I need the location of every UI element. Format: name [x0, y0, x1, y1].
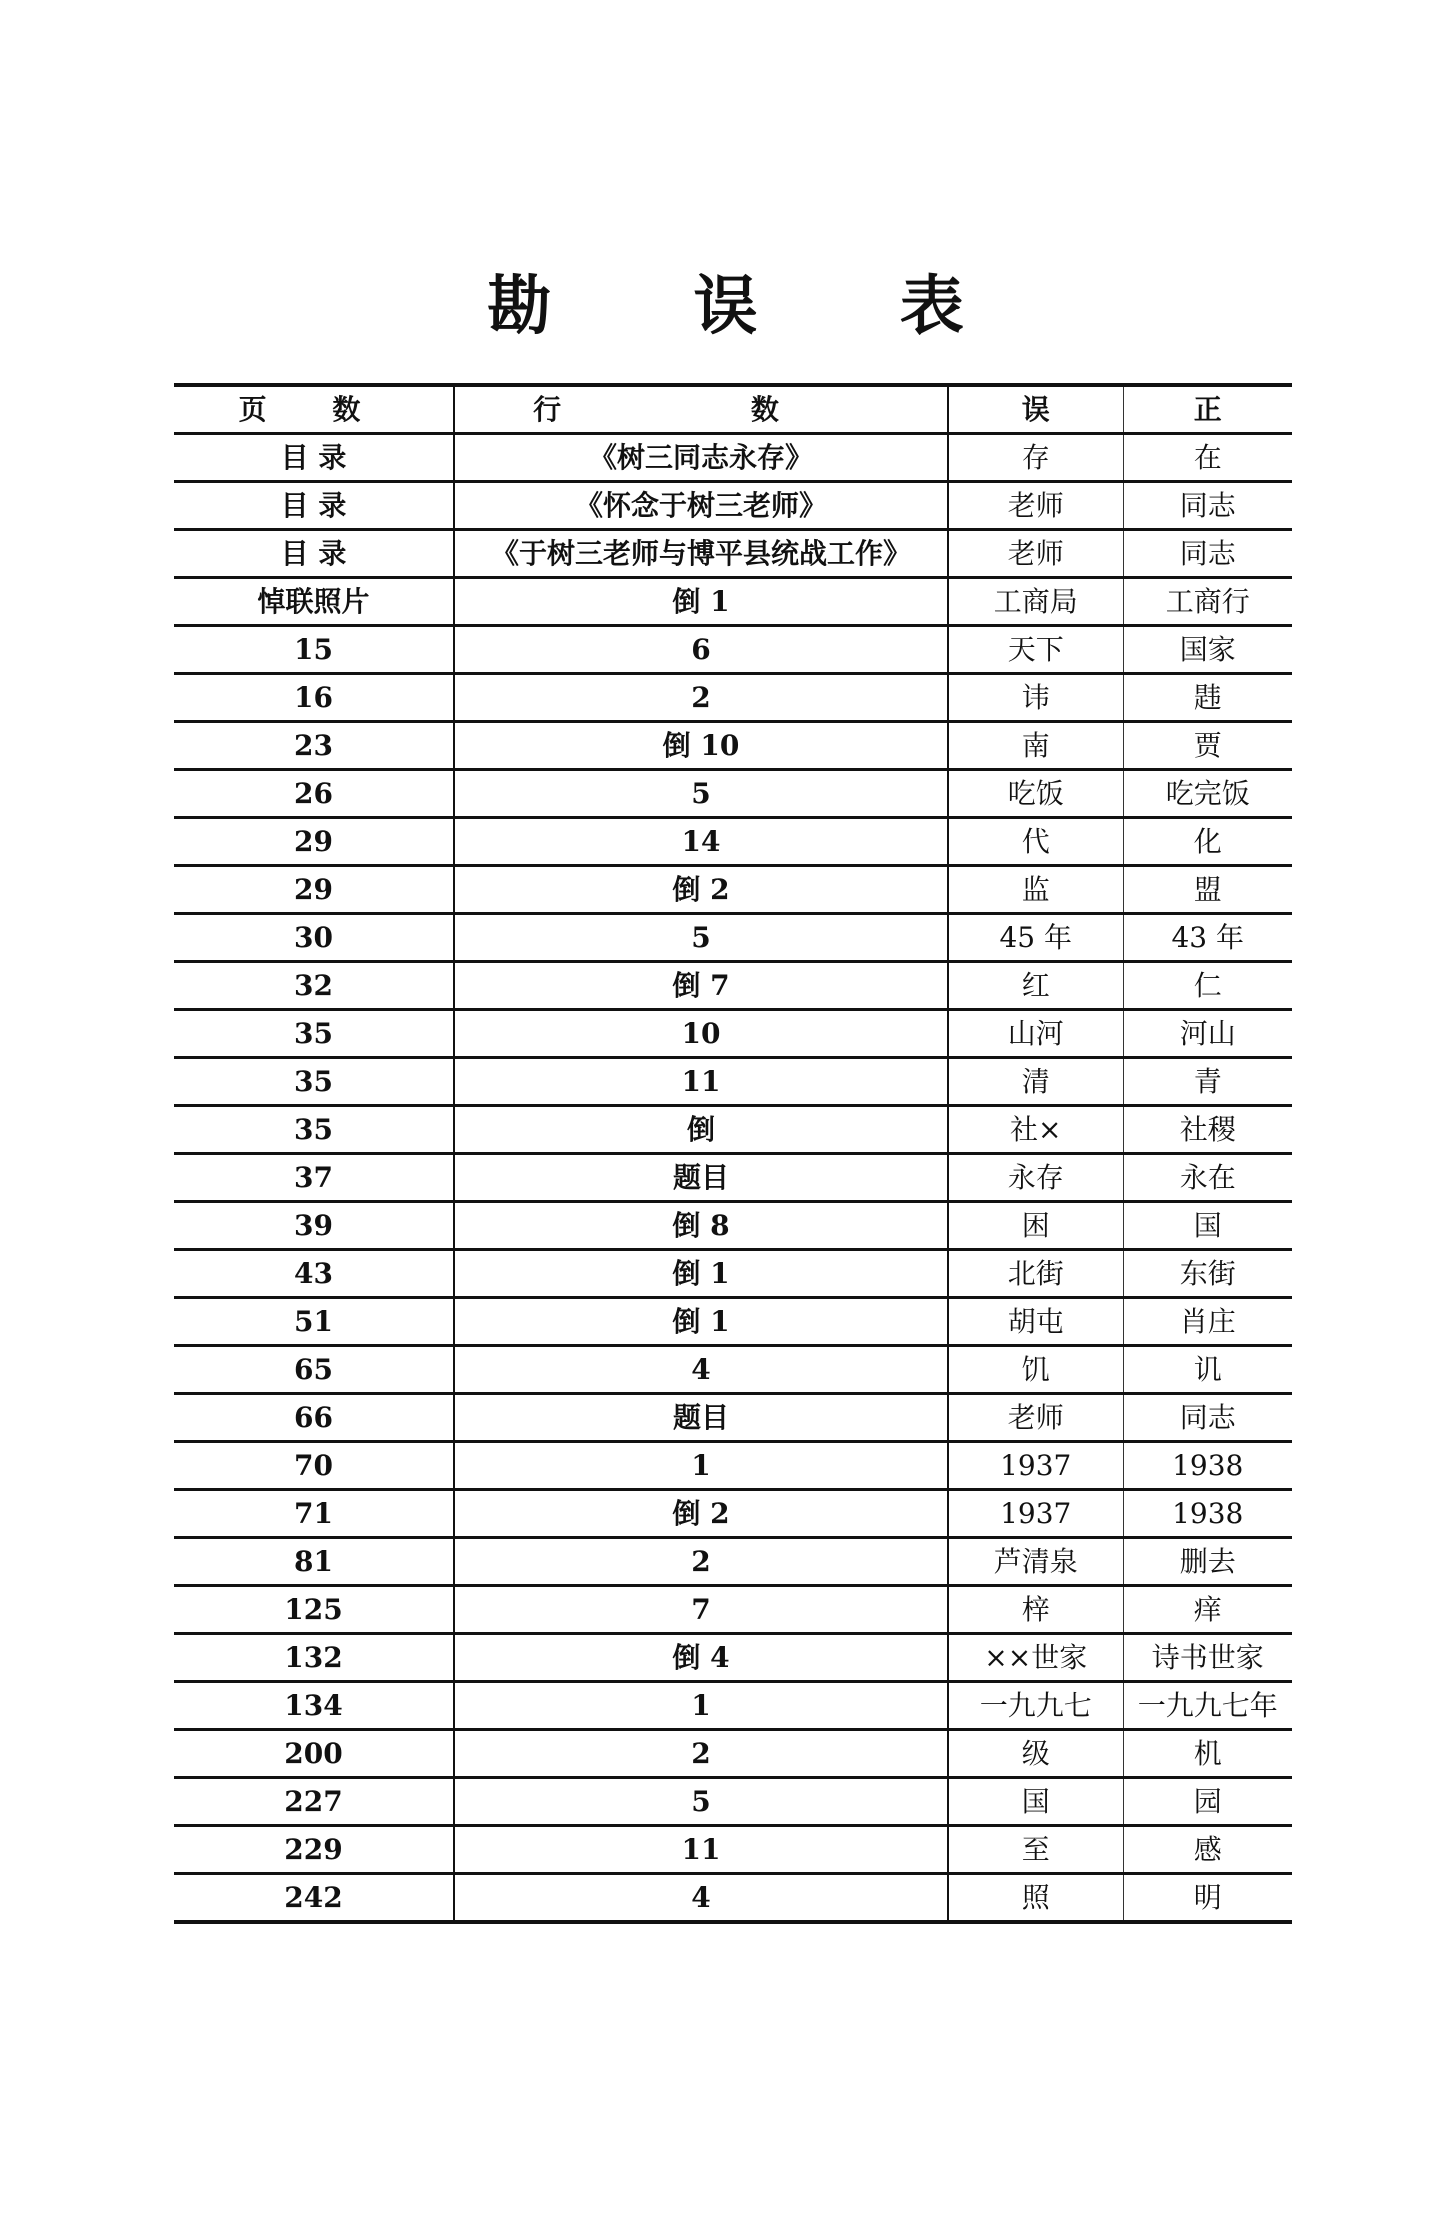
cell-correct: 永在	[1123, 1154, 1292, 1202]
cell-line: 倒 8	[454, 1202, 948, 1250]
cell-line: 5	[454, 770, 948, 818]
cell-correct: 国	[1123, 1202, 1292, 1250]
errata-body	[174, 385, 1292, 1922]
cell-line: 11	[454, 1058, 948, 1106]
cell-wrong: 红	[948, 962, 1123, 1010]
cell-wrong: 吃饭	[948, 770, 1123, 818]
errata-table	[174, 383, 1292, 1924]
cell-page: 51	[174, 1298, 454, 1346]
cell-line: 2	[454, 674, 948, 722]
cell-correct: 删去	[1123, 1538, 1292, 1586]
cell-wrong: 南	[948, 722, 1123, 770]
table-row	[174, 1346, 1292, 1394]
cell-correct: 43 年	[1123, 914, 1292, 962]
cell-correct: 河山	[1123, 1010, 1292, 1058]
table-row	[174, 1298, 1292, 1346]
cell-wrong: 至	[948, 1826, 1123, 1874]
table-row	[174, 1010, 1292, 1058]
table-row	[174, 1490, 1292, 1538]
cell-wrong: 1937	[948, 1490, 1123, 1538]
table-row	[174, 530, 1292, 578]
cell-line: 2	[454, 1730, 948, 1778]
table-row	[174, 1634, 1292, 1682]
cell-correct: 诗书世家	[1123, 1634, 1292, 1682]
cell-line: 倒 10	[454, 722, 948, 770]
cell-page: 81	[174, 1538, 454, 1586]
table-row	[174, 434, 1292, 482]
cell-wrong: 饥	[948, 1346, 1123, 1394]
cell-correct: 韪	[1123, 674, 1292, 722]
cell-wrong: 清	[948, 1058, 1123, 1106]
table-row	[174, 818, 1292, 866]
cell-page: 200	[174, 1730, 454, 1778]
cell-line: 1	[454, 1682, 948, 1730]
cell-wrong: 代	[948, 818, 1123, 866]
cell-wrong: 照	[948, 1874, 1123, 1923]
cell-correct: 仁	[1123, 962, 1292, 1010]
cell-line: 14	[454, 818, 948, 866]
table-row	[174, 626, 1292, 674]
table-row	[174, 1202, 1292, 1250]
cell-wrong: ××世家	[948, 1634, 1123, 1682]
cell-line: 倒 7	[454, 962, 948, 1010]
cell-wrong: 梓	[948, 1586, 1123, 1634]
cell-correct: 吃完饭	[1123, 770, 1292, 818]
cell-page: 71	[174, 1490, 454, 1538]
table-row	[174, 1154, 1292, 1202]
header-line: 行 数	[454, 385, 948, 434]
cell-wrong: 级	[948, 1730, 1123, 1778]
cell-wrong: 存	[948, 434, 1123, 482]
cell-wrong: 北街	[948, 1250, 1123, 1298]
table-row	[174, 866, 1292, 914]
cell-wrong: 国	[948, 1778, 1123, 1826]
cell-line: 5	[454, 914, 948, 962]
cell-line: 倒 1	[454, 578, 948, 626]
cell-line: 10	[454, 1010, 948, 1058]
cell-correct: 化	[1123, 818, 1292, 866]
cell-line: 《于树三老师与博平县统战工作》	[454, 530, 948, 578]
cell-line: 倒 1	[454, 1298, 948, 1346]
table-row	[174, 1106, 1292, 1154]
cell-correct: 感	[1123, 1826, 1292, 1874]
cell-page: 29	[174, 866, 454, 914]
cell-wrong: 工商局	[948, 578, 1123, 626]
cell-page: 65	[174, 1346, 454, 1394]
cell-wrong: 老师	[948, 1394, 1123, 1442]
cell-correct: 贾	[1123, 722, 1292, 770]
table-row	[174, 1682, 1292, 1730]
cell-page: 30	[174, 914, 454, 962]
header-correct: 正	[1123, 385, 1292, 434]
cell-wrong: 一九九七	[948, 1682, 1123, 1730]
cell-correct: 社稷	[1123, 1106, 1292, 1154]
cell-wrong: 老师	[948, 482, 1123, 530]
table-row	[174, 1826, 1292, 1874]
cell-line: 倒	[454, 1106, 948, 1154]
cell-page: 229	[174, 1826, 454, 1874]
cell-page: 125	[174, 1586, 454, 1634]
cell-page: 目 录	[174, 434, 454, 482]
cell-correct: 同志	[1123, 1394, 1292, 1442]
cell-line: 《怀念于树三老师》	[454, 482, 948, 530]
cell-page: 目 录	[174, 482, 454, 530]
cell-correct: 1938	[1123, 1490, 1292, 1538]
cell-correct: 痒	[1123, 1586, 1292, 1634]
cell-wrong: 讳	[948, 674, 1123, 722]
cell-line: 倒 1	[454, 1250, 948, 1298]
cell-page: 29	[174, 818, 454, 866]
cell-page: 66	[174, 1394, 454, 1442]
cell-line: 倒 2	[454, 1490, 948, 1538]
table-row	[174, 722, 1292, 770]
cell-line: 题目	[454, 1154, 948, 1202]
header-row	[174, 385, 1292, 434]
table-row	[174, 578, 1292, 626]
cell-correct: 1938	[1123, 1442, 1292, 1490]
table-row	[174, 674, 1292, 722]
cell-wrong: 老师	[948, 530, 1123, 578]
cell-wrong: 永存	[948, 1154, 1123, 1202]
cell-page: 15	[174, 626, 454, 674]
cell-correct: 国家	[1123, 626, 1292, 674]
table-row	[174, 1586, 1292, 1634]
cell-page: 43	[174, 1250, 454, 1298]
cell-correct: 工商行	[1123, 578, 1292, 626]
cell-page: 132	[174, 1634, 454, 1682]
cell-page: 35	[174, 1106, 454, 1154]
table-row	[174, 770, 1292, 818]
header-wrong: 误	[948, 385, 1123, 434]
cell-line: 1	[454, 1442, 948, 1490]
cell-line: 倒 4	[454, 1634, 948, 1682]
table-row	[174, 1538, 1292, 1586]
table-row	[174, 1442, 1292, 1490]
table-row	[174, 962, 1292, 1010]
cell-page: 35	[174, 1058, 454, 1106]
cell-wrong: 芦清泉	[948, 1538, 1123, 1586]
cell-correct: 园	[1123, 1778, 1292, 1826]
cell-page: 242	[174, 1874, 454, 1923]
cell-wrong: 45 年	[948, 914, 1123, 962]
cell-line: 11	[454, 1826, 948, 1874]
cell-wrong: 胡屯	[948, 1298, 1123, 1346]
page-title: 勘 误 表	[487, 269, 1024, 344]
table-row	[174, 1874, 1292, 1923]
cell-correct: 在	[1123, 434, 1292, 482]
cell-page: 16	[174, 674, 454, 722]
table-row	[174, 1250, 1292, 1298]
cell-page: 26	[174, 770, 454, 818]
cell-page: 悼联照片	[174, 578, 454, 626]
cell-correct: 盟	[1123, 866, 1292, 914]
cell-line: 5	[454, 1778, 948, 1826]
cell-correct: 机	[1123, 1730, 1292, 1778]
table-row	[174, 1058, 1292, 1106]
cell-correct: 青	[1123, 1058, 1292, 1106]
table-row	[174, 1778, 1292, 1826]
cell-page: 134	[174, 1682, 454, 1730]
cell-wrong: 困	[948, 1202, 1123, 1250]
cell-wrong: 1937	[948, 1442, 1123, 1490]
cell-line: 2	[454, 1538, 948, 1586]
cell-line: 题目	[454, 1394, 948, 1442]
cell-wrong: 山河	[948, 1010, 1123, 1058]
cell-wrong: 社×	[948, 1106, 1123, 1154]
cell-page: 23	[174, 722, 454, 770]
cell-line: 6	[454, 626, 948, 674]
cell-page: 70	[174, 1442, 454, 1490]
cell-line: 《树三同志永存》	[454, 434, 948, 482]
table-row	[174, 1730, 1292, 1778]
cell-line: 4	[454, 1874, 948, 1923]
cell-correct: 明	[1123, 1874, 1292, 1923]
cell-page: 35	[174, 1010, 454, 1058]
table-row	[174, 1394, 1292, 1442]
cell-page: 32	[174, 962, 454, 1010]
cell-page: 227	[174, 1778, 454, 1826]
header-page: 页 数	[174, 385, 454, 434]
cell-correct: 同志	[1123, 482, 1292, 530]
cell-line: 倒 2	[454, 866, 948, 914]
cell-wrong: 天下	[948, 626, 1123, 674]
cell-correct: 一九九七年	[1123, 1682, 1292, 1730]
cell-correct: 东街	[1123, 1250, 1292, 1298]
cell-correct: 肖庄	[1123, 1298, 1292, 1346]
table-row	[174, 914, 1292, 962]
cell-page: 目 录	[174, 530, 454, 578]
cell-page: 37	[174, 1154, 454, 1202]
cell-correct: 同志	[1123, 530, 1292, 578]
cell-page: 39	[174, 1202, 454, 1250]
table-row	[174, 482, 1292, 530]
cell-correct: 讥	[1123, 1346, 1292, 1394]
cell-line: 4	[454, 1346, 948, 1394]
cell-line: 7	[454, 1586, 948, 1634]
cell-wrong: 监	[948, 866, 1123, 914]
